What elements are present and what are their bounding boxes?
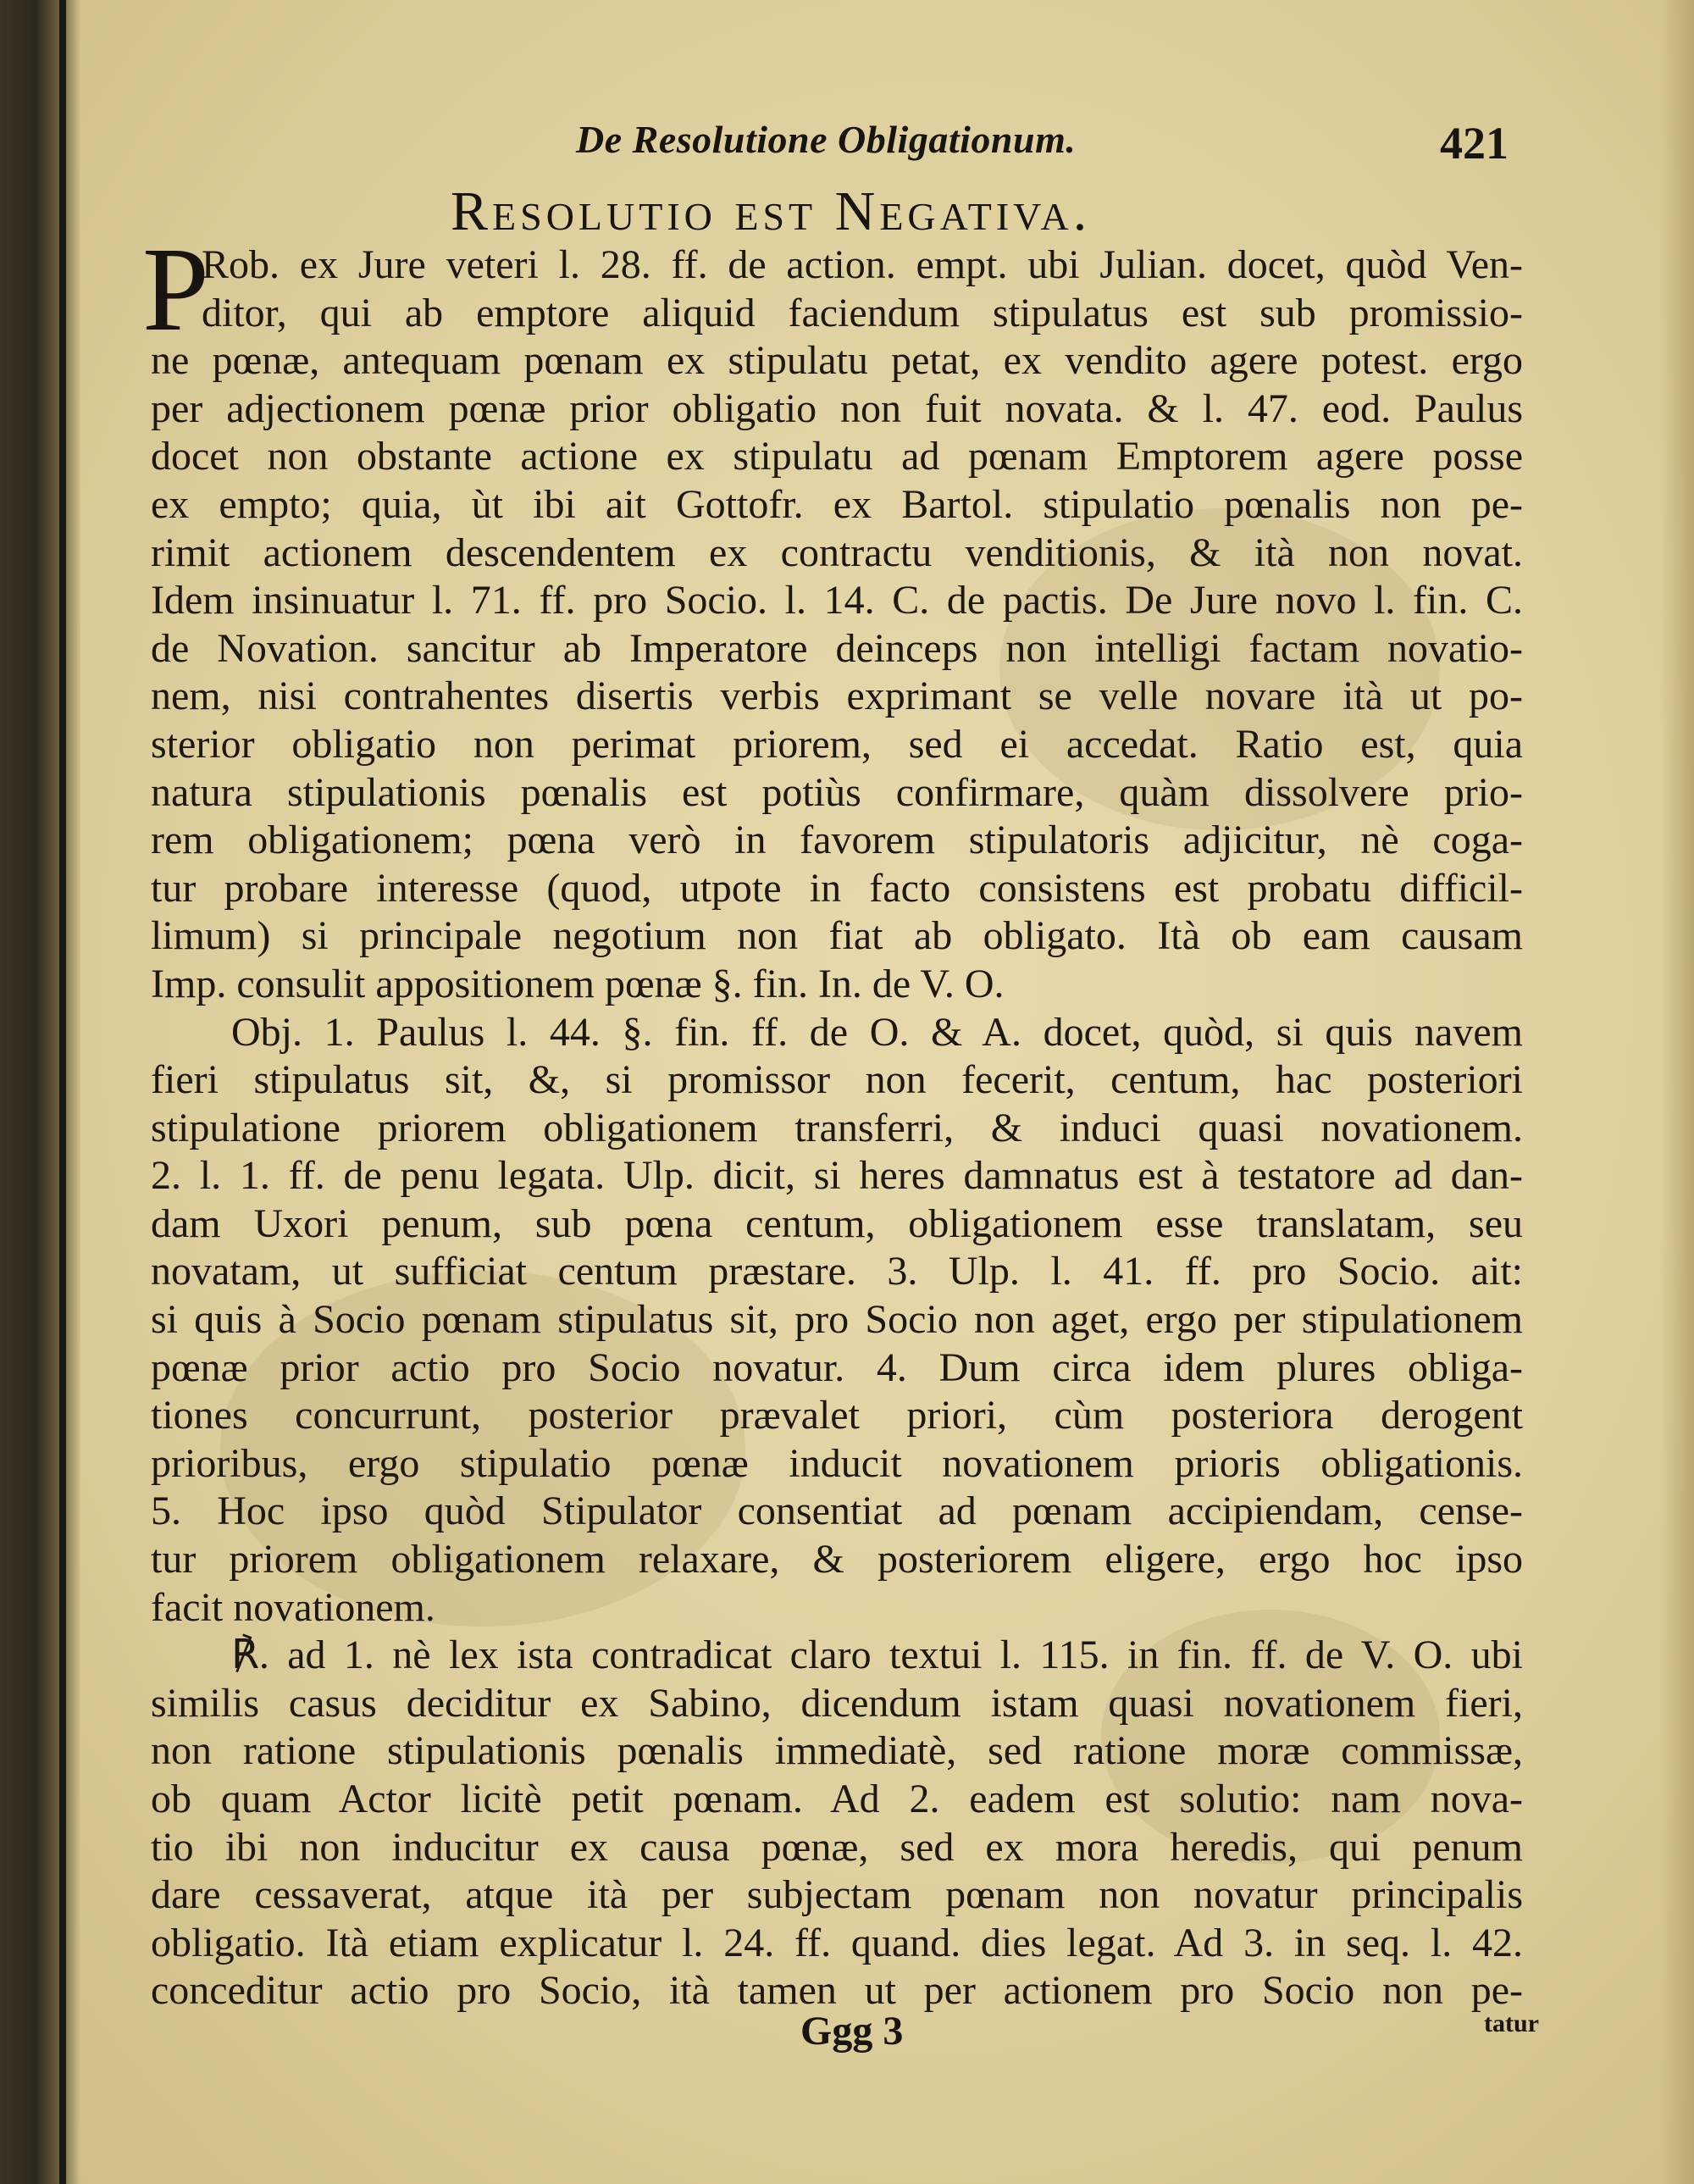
text-line: 5. Hoc ipso quòd Stipulator consentiat ad pœnam accipiendam, cense- (151, 1488, 1523, 1534)
catchword: tatur (1484, 2009, 1539, 2037)
book-gutter (0, 0, 80, 2184)
running-title: De Resolutione Obligationum. (576, 118, 1077, 161)
text-line: rimit actionem descendentem ex contractu venditionis, & ità non novat. (151, 529, 1523, 575)
body-text (151, 241, 1523, 2015)
text-line: obligatio. Ità etiam explicatur l. 24. ff. quand. dies legat. Ad 3. in seq. l. 42. (151, 1920, 1523, 1965)
text-line: Obj. 1. Paulus l. 44. §. fin. ff. de O. & A. docet, quòd, si quis navem (231, 1009, 1523, 1055)
text-line: tio ibi non inducitur ex causa pœnæ, sed ex mora heredis, qui penum (151, 1824, 1523, 1870)
text-line: Idem insinuatur l. 71. ff. pro Socio. l. 14. C. de pactis. De Jure novo l. fin. C. (151, 578, 1523, 624)
text-line: fieri stipulatus sit, &, si promissor non fecerit, centum, hac posteriori (151, 1057, 1523, 1103)
text-line: novatam, ut sufficiat centum præstare. 3. Ulp. l. 41. ff. pro Socio. ait: (151, 1249, 1523, 1294)
text-line: conceditur actio pro Socio, ità tamen ut per actionem pro Socio non pe- (151, 1968, 1523, 2014)
signature-mark: Ggg 3 (800, 2009, 904, 2054)
text-line: docet non obstante actione ex stipulatu ad pœnam Emptorem agere posse (151, 434, 1523, 479)
text-line: ob quam Actor licitè petit pœnam. Ad 2. eadem est solutio: nam nova- (151, 1777, 1523, 1821)
text-line: sterior obligatio non perimat priorem, sed ei accedat. Ratio est, quia (151, 721, 1523, 767)
text-line: tur probare interesse (quod, utpote in facto consistens est probatu difficil- (151, 865, 1523, 911)
text-line: ℟. ad 1. nè lex ista contradicat claro textui l. 115. in fin. ff. de V. O. ubi (231, 1632, 1523, 1678)
text-line: tiones concurrunt, posterior prævalet priori, cùm posteriora derogent (151, 1393, 1523, 1438)
text-line: per adjectionem pœnæ prior obligatio non fuit novata. & l. 47. eod. Paulus (151, 385, 1523, 431)
text-line: prioribus, ergo stipulatio pœnæ inducit novationem prioris obligationis. (151, 1440, 1523, 1486)
text-line: de Novation. sancitur ab Imperatore deinceps non intelligi factam novatio- (151, 625, 1523, 671)
text-line: rem obligationem; pœna verò in favorem stipulatoris adjicitur, nè coga- (151, 818, 1523, 863)
text-line: stipulatione priorem obligationem transferri, & induci quasi novationem. (151, 1105, 1523, 1150)
text-line: Imp. consulit appositionem pœnæ §. fin. In. de V. O. (151, 961, 1005, 1006)
text-line: si quis à Socio pœnam stipulatus sit, pro Socio non aget, ergo per stipulationem (151, 1297, 1523, 1343)
text-line: dam Uxori penum, sub pœna centum, obligationem esse translatam, seu (151, 1200, 1523, 1246)
text-line: similis casus deciditur ex Sabino, dicendum istam quasi novationem fieri, (151, 1680, 1523, 1726)
text-line: limum) si principale negotium non fiat ab obligato. Ità ob eam causam (151, 913, 1523, 959)
text-line: tur priorem obligationem relaxare, & posteriorem eligere, ergo hoc ipso (151, 1537, 1523, 1583)
gutter-shadow (59, 0, 66, 2184)
text-line: non ratione stipulationis pœnalis immediatè, sed ratione moræ commissæ, (151, 1728, 1523, 1774)
text-line: ex empto; quia, ùt ibi ait Gottofr. ex Bartol. stipulatio pœnalis non pe- (151, 481, 1523, 527)
drop-cap: P (142, 222, 209, 356)
page-number: 421 (1440, 118, 1509, 169)
section-title: Resolutio est Negativa. (451, 180, 1092, 242)
text-line: ne pœnæ, antequam pœnam ex stipulatu petat, ex vendito agere potest. ergo (151, 338, 1523, 384)
text-line: 2. l. 1. ff. de penu legata. Ulp. dicit, si heres damnatus est à testatore ad dan- (151, 1153, 1523, 1199)
text-line: dare cessaverat, atque ità per subjectam pœnam non novatur principalis (151, 1872, 1523, 1918)
text-line: facit novationem. (151, 1584, 435, 1630)
text-line: nem, nisi contrahentes disertis verbis exprimant se velle novare ità ut po- (151, 673, 1523, 719)
page-edge (1660, 0, 1694, 2184)
text-line: pœnæ prior actio pro Socio novatur. 4. Dum circa idem plures obliga- (151, 1344, 1523, 1390)
text-line: natura stipulationis pœnalis est potiùs confirmare, quàm dissolvere prio- (151, 769, 1523, 815)
text-line: Rob. ex Jure veteri l. 28. ff. de action. empt. ubi Julian. docet, quòd Ven- (202, 242, 1523, 287)
text-line: ditor, qui ab emptore aliquid faciendum stipulatus est sub promissio- (202, 290, 1523, 335)
